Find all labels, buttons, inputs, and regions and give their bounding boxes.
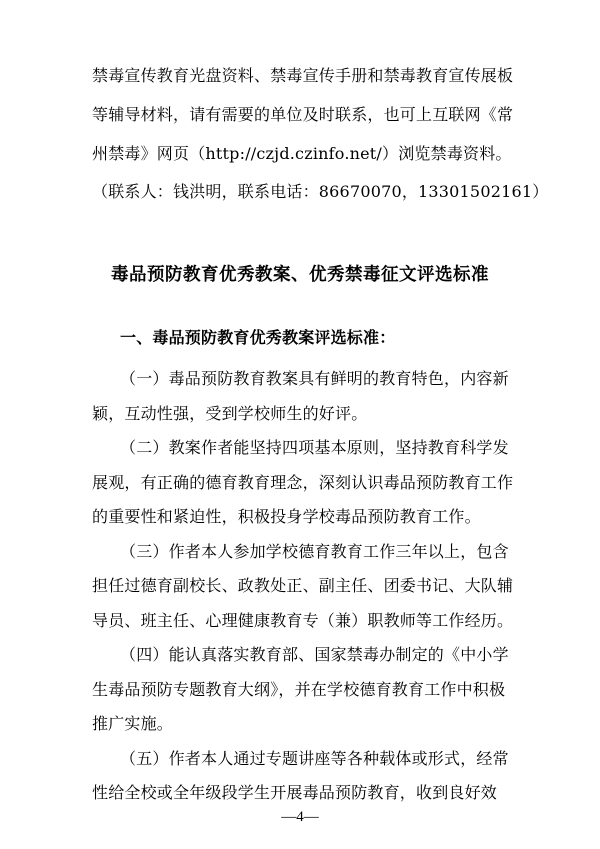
intro-line-1: 禁毒宣传教育光盘资料、禁毒宣传手册和禁毒教育宣传展板 [92,66,514,85]
intro-line-3: 州禁毒》网页（http://czjd.czinfo.net/）浏览禁毒资料。 [92,144,512,163]
criterion-line: （四）能认真落实教育部、国家禁毒办制定的《中小学 [120,645,509,664]
criterion-line: 生毒品预防专题教育大纲》，并在学校德育教育工作中积极 [92,680,506,699]
page-number: —4— [281,809,319,825]
intro-line-4: （联系人：钱洪明，联系电话：86670070，13301502161） [92,182,549,201]
criterion-line: （三）作者本人参加学校德育教育工作三年以上，包含 [120,542,509,561]
criterion-line: 展观，有正确的德育教育理念，深刻认识毒品预防教育工作 [92,473,514,492]
criterion-line: 颖，互动性强，受到学校师生的好评。 [92,404,368,423]
criterion-line: 性给全校或全年级段学生开展毒品预防教育，收到良好效 [92,783,498,802]
criterion-line: （二）教案作者能坚持四项基本原则，坚持教育科学发 [120,438,509,457]
criterion-line: （五）作者本人通过专题讲座等各种载体或形式，经常 [120,749,509,768]
section-heading: 一、毒品预防教育优秀教案评选标准： [120,328,396,347]
criterion-line: 的重要性和紧迫性，积极投身学校毒品预防教育工作。 [92,507,481,526]
criterion-line: 导员、班主任、心理健康教育专（兼）职教师等工作经历。 [92,611,514,630]
criterion-line: （一）毒品预防教育教案具有鲜明的教育特色，内容新 [120,369,509,388]
criterion-line: 推广实施。 [92,714,174,733]
criterion-line: 担任过德育副校长、政教处正、副主任、团委书记、大队辅 [92,576,514,595]
document-title: 毒品预防教育优秀教案、优秀禁毒征文评选标准 [111,265,489,285]
intro-line-2: 等辅导材料，请有需要的单位及时联系，也可上互联网《常 [92,105,514,124]
